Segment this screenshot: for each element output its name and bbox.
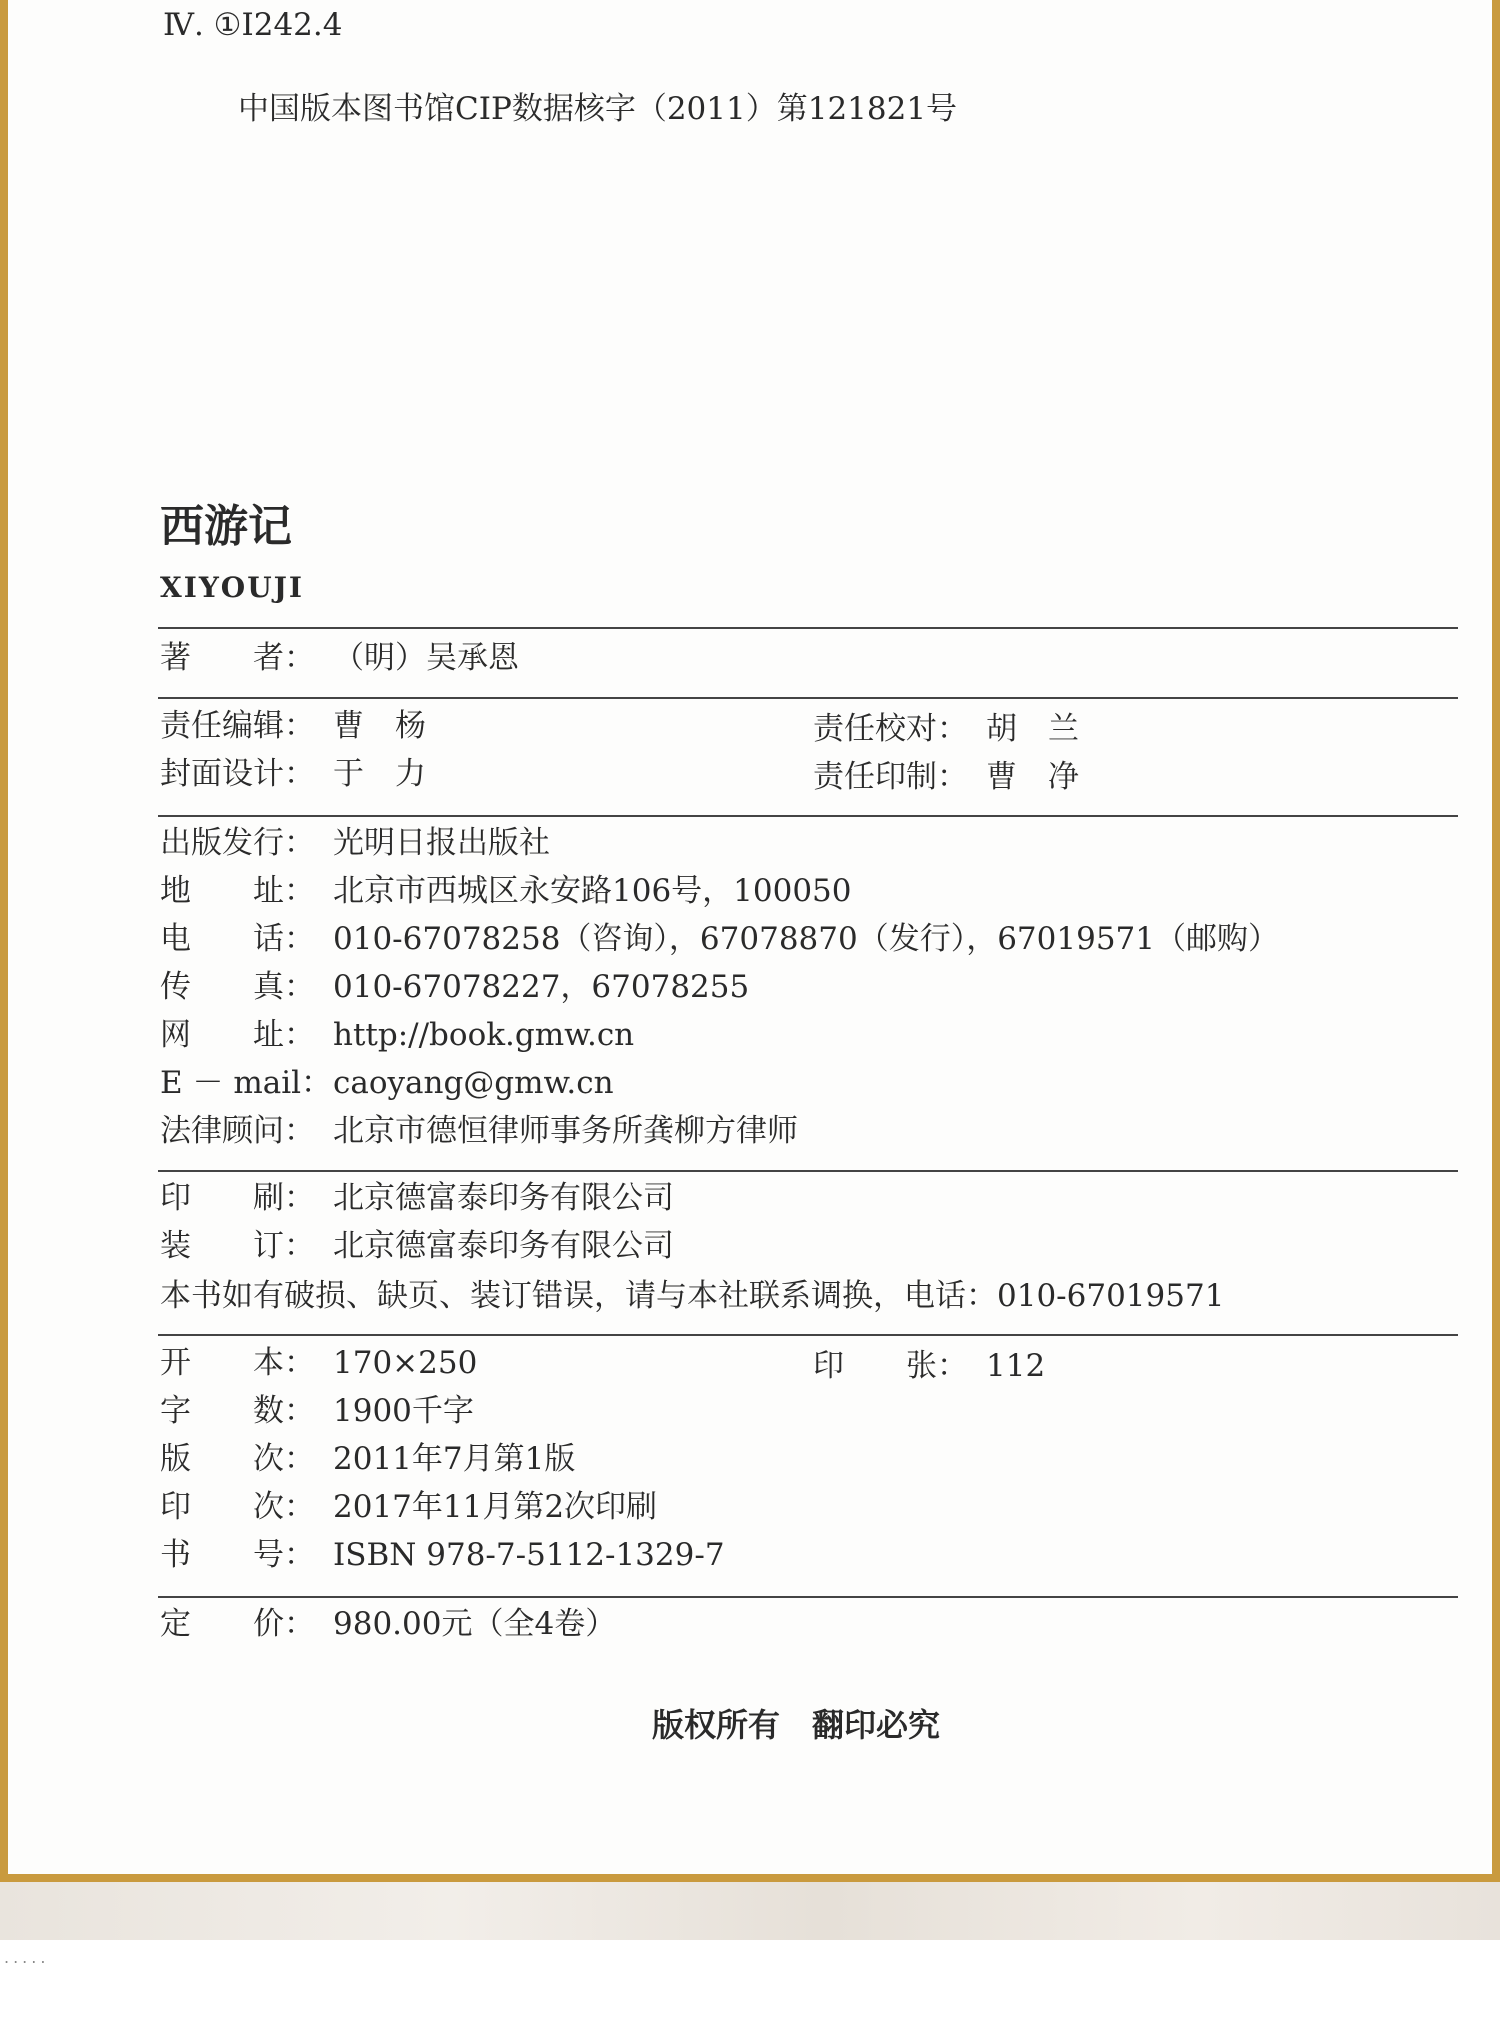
print-manager-label: 责任印制： — [813, 759, 968, 795]
book-pinyin: XIYOUJI — [160, 571, 304, 604]
cover-designer-label: 封面设计： — [160, 756, 315, 792]
format-label: 开 本： — [160, 1345, 315, 1381]
marble-background — [0, 1882, 1500, 1940]
editor-value: 曹 杨 — [333, 708, 426, 744]
email-value: caoyang@gmw.cn — [333, 1065, 614, 1101]
footer-dots: ..... — [4, 1948, 50, 1967]
cover-designer-value: 于 力 — [333, 756, 426, 792]
address-label: 地 址： — [160, 873, 315, 909]
editor-label: 责任编辑： — [160, 708, 315, 744]
website-value: http://book.gmw.cn — [333, 1017, 635, 1053]
publisher-value: 光明日报出版社 — [333, 825, 550, 861]
proofreader-label: 责任校对： — [813, 711, 968, 747]
format-value: 170×250 — [333, 1345, 478, 1381]
phone-value: 010-67078258（咨询），67078870（发行），67019571（邮购） — [333, 921, 1279, 957]
fax-value: 010-67078227，67078255 — [333, 969, 750, 1005]
impression-value: 2017年11月第2次印刷 — [333, 1489, 658, 1525]
publisher-label: 出版发行： — [160, 825, 315, 861]
price-label: 定 价： — [160, 1606, 315, 1642]
copyright-notice: 版权所有 翻印必究 — [652, 1706, 941, 1744]
print-manager-value: 曹 净 — [986, 759, 1079, 795]
divider — [158, 627, 1458, 629]
website-label: 网 址： — [160, 1017, 315, 1053]
legal-advisor-value: 北京市德恒律师事务所龚柳方律师 — [333, 1113, 798, 1149]
isbn-value: ISBN 978-7-5112-1329-7 — [333, 1537, 725, 1573]
classification-line: Ⅳ. ①I242.4 — [163, 7, 343, 43]
impression-label: 印 次： — [160, 1489, 315, 1525]
divider — [158, 697, 1458, 699]
divider — [158, 1170, 1458, 1172]
binder-label: 装 订： — [160, 1228, 315, 1264]
author-value: （明）吴承恩 — [333, 640, 519, 676]
phone-label: 电 话： — [160, 921, 315, 957]
price-value: 980.00元（全4卷） — [333, 1606, 617, 1642]
word-count-value: 1900千字 — [333, 1393, 474, 1429]
printer-value: 北京德富泰印务有限公司 — [333, 1180, 674, 1216]
author-label: 著 者： — [160, 640, 315, 676]
isbn-label: 书 号： — [160, 1537, 315, 1573]
proofreader-value: 胡 兰 — [986, 711, 1079, 747]
address-value: 北京市西城区永安路106号，100050 — [333, 873, 852, 909]
fax-label: 传 真： — [160, 969, 315, 1005]
sheets-value: 112 — [986, 1348, 1046, 1384]
divider — [158, 815, 1458, 817]
divider — [158, 1596, 1458, 1598]
book-title: 西游记 — [160, 501, 292, 552]
replacement-notice: 本书如有破损、缺页、装订错误，请与本社联系调换，电话：010-67019571 — [160, 1278, 1225, 1314]
binder-value: 北京德富泰印务有限公司 — [333, 1228, 674, 1264]
edition-label: 版 次： — [160, 1441, 315, 1477]
legal-advisor-label: 法律顾问： — [160, 1113, 315, 1149]
edition-value: 2011年7月第1版 — [333, 1441, 576, 1477]
printer-label: 印 刷： — [160, 1180, 315, 1216]
word-count-label: 字 数： — [160, 1393, 315, 1429]
divider — [158, 1334, 1458, 1336]
email-label: E － mail： — [160, 1065, 333, 1101]
cip-line: 中国版本图书馆CIP数据核字（2011）第121821号 — [238, 91, 958, 127]
sheets-label: 印 张： — [813, 1348, 968, 1384]
